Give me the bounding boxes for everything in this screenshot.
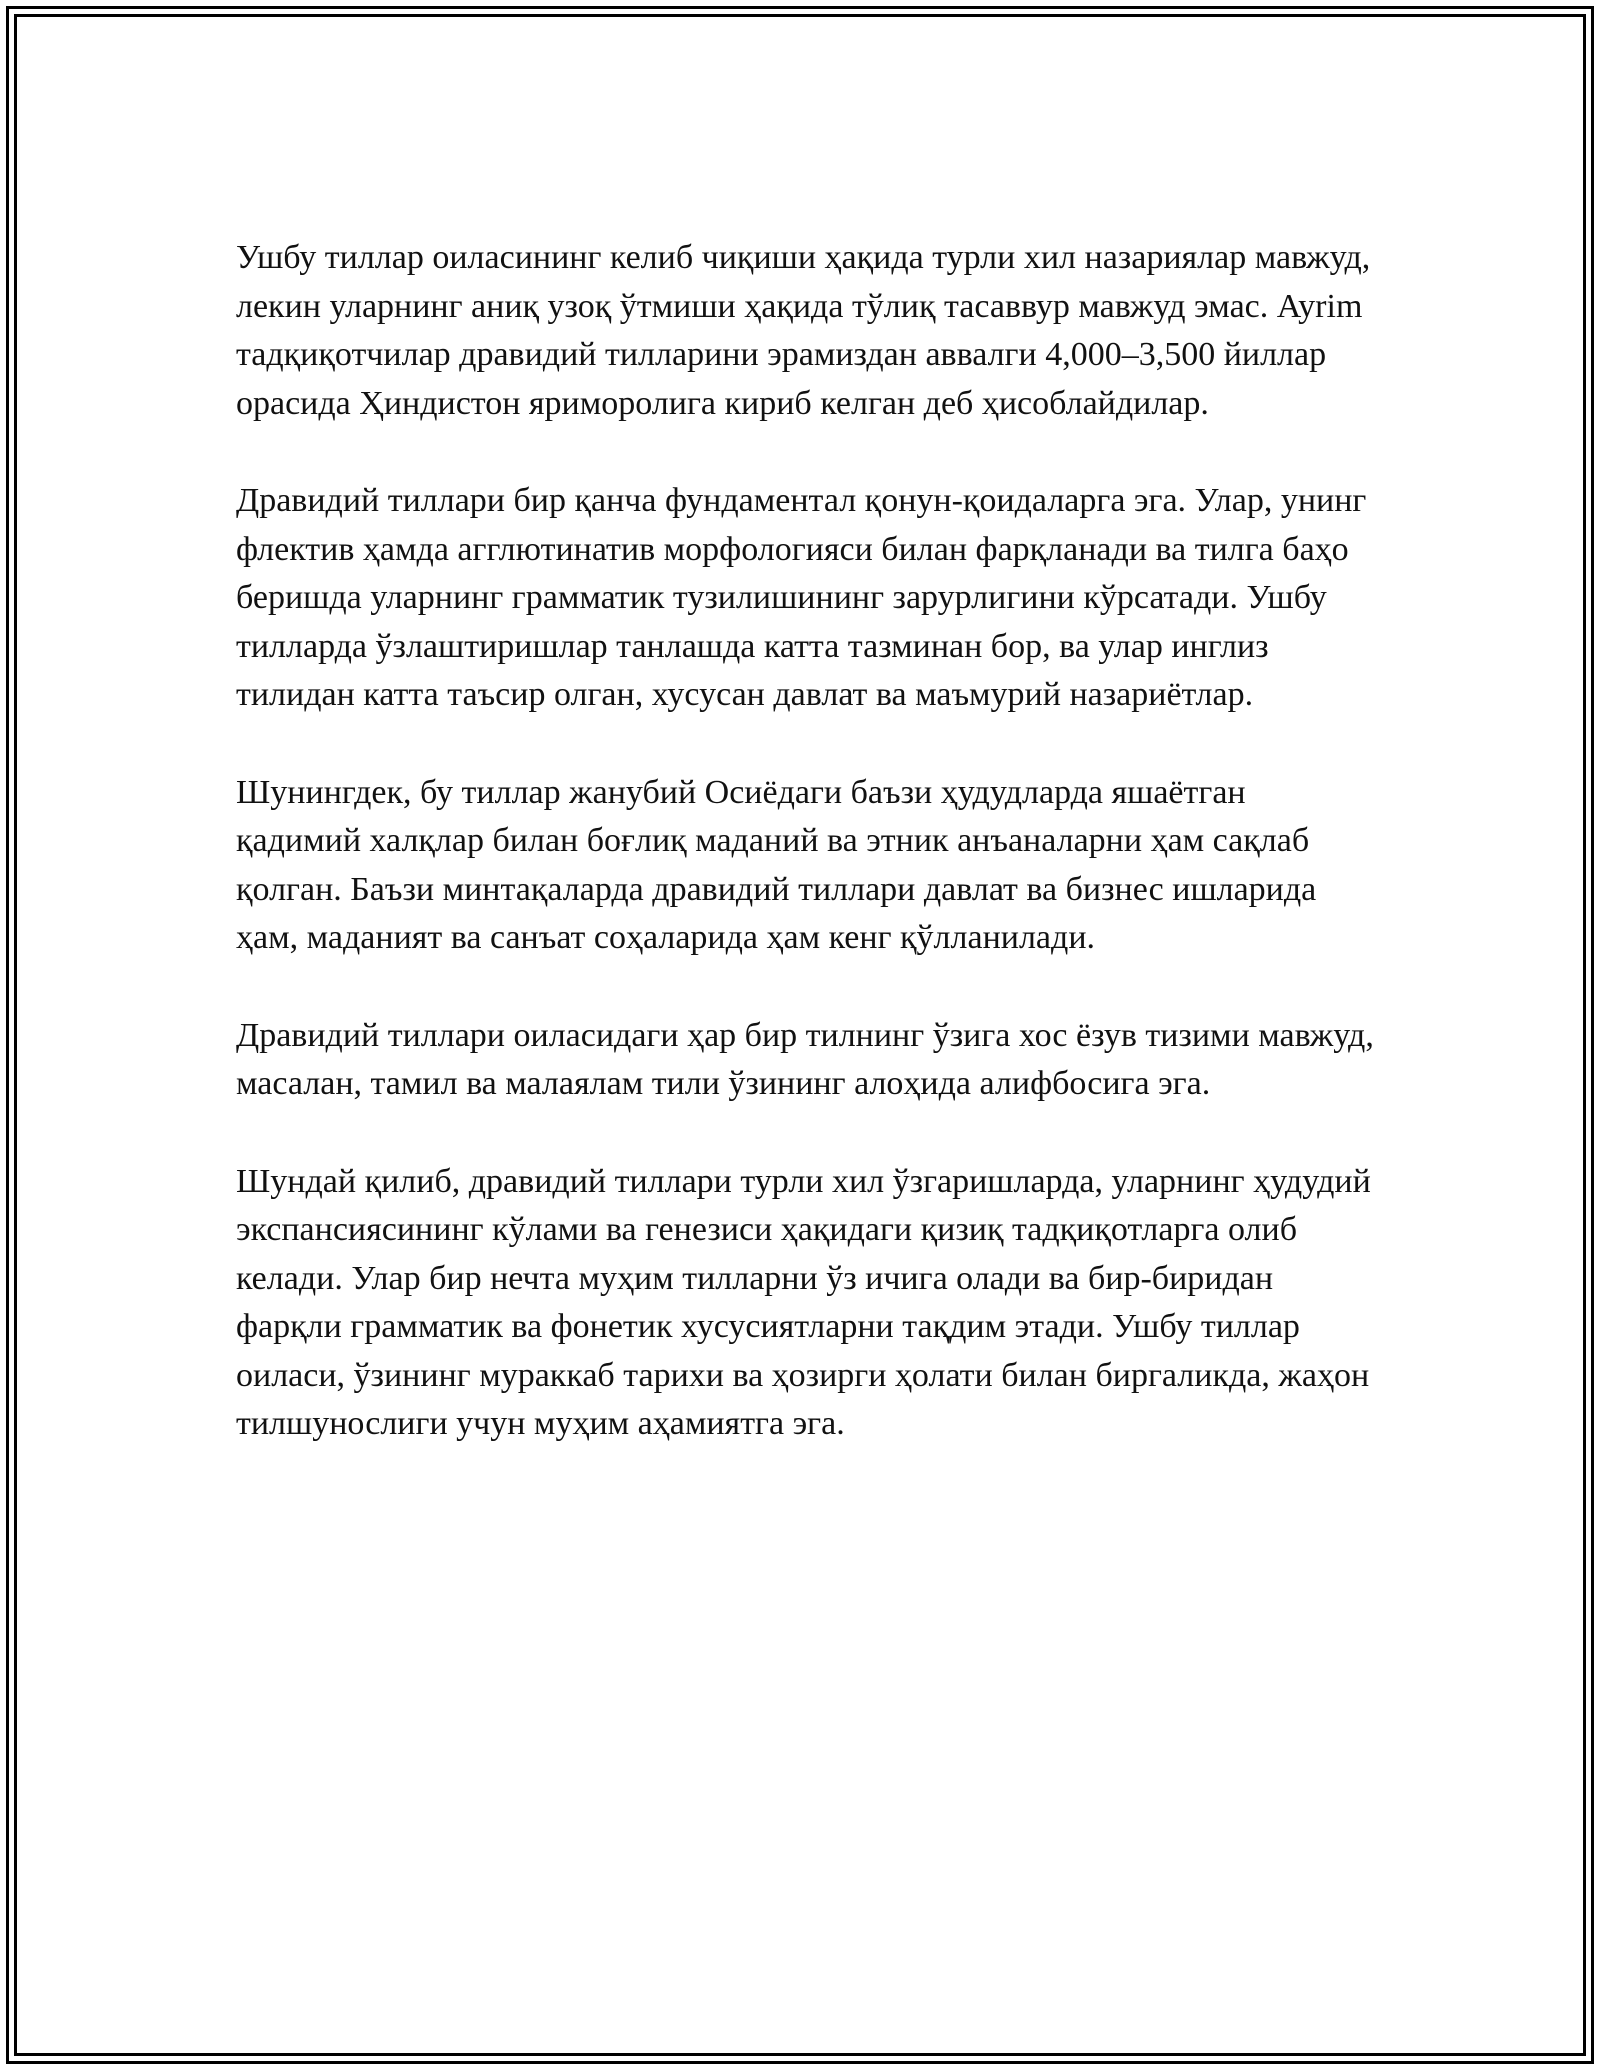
document-body	[236, 234, 1376, 1498]
paragraph-writing-systems: Дравидий тиллари оиласидаги ҳар бир тилнинг ўзига хос ёзув тизими мавжуд, масалан, тамил ва малаялам тили ўзининг алоҳида алифбосига эга.	[236, 1016, 1374, 1102]
paragraph-origins: Ушбу тиллар оиласининг келиб чиқиши ҳақида турли хил назариялар мавжуд, лекин уларнинг аниқ узоқ ўтмиши ҳақида тўлиқ тасаввур мавжуд эмас. Ayrim тадқиқотчилар дравидий тилларини эрамиздан аввалги 4,000–3,500 йиллар орасида Ҳиндистон яриморолига кириб келган деб ҳисоблайдилар.	[236, 239, 1371, 422]
paragraph-conclusion: Шундай қилиб, дравидий тиллари турли хил ўзгаришларда, уларнинг ҳудудий экспансиясининг кўлами ва генезиси ҳақидаги қизиқ тадқиқотларга олиб келади. Улар бир нечта муҳим тилларни ўз ичига олади ва бир-биридан фарқли грамматик ва фонетик хусусиятларни тақдим этади. Ушбу тиллар оиласи, ўзининг мураккаб тарихи ва ҳозирги ҳолати билан биргаликда, жаҳон тилшунослиги учун муҳим аҳамиятга эга.	[236, 1162, 1371, 1442]
paragraph-culture: Шунингдек, бу тиллар жанубий Осиёдаги баъзи ҳудудларда яшаётган қадимий халқлар билан боғлиқ маданий ва этник анъаналарни ҳам сақлаб қолган. Баъзи минтақаларда дравидий тиллари давлат ва бизнес ишларида ҳам, маданият ва санъат соҳаларида ҳам кенг қўлланилади.	[236, 773, 1317, 956]
paragraph-grammar: Дравидий тиллари бир қанча фундаментал қонун-қоидаларга эга. Улар, унинг флектив ҳамда агглютинатив морфологияси билан фарқланади ва тилга баҳо беришда уларнинг грамматик тузилишининг зарурлигини кўрсатади. Ушбу тилларда ўзлаштиришлар танлашда катта тазминан бор, ва улар инглиз тилидан катта таъсир олган, хусусан давлат ва маъмурий назариётлар.	[236, 482, 1367, 713]
